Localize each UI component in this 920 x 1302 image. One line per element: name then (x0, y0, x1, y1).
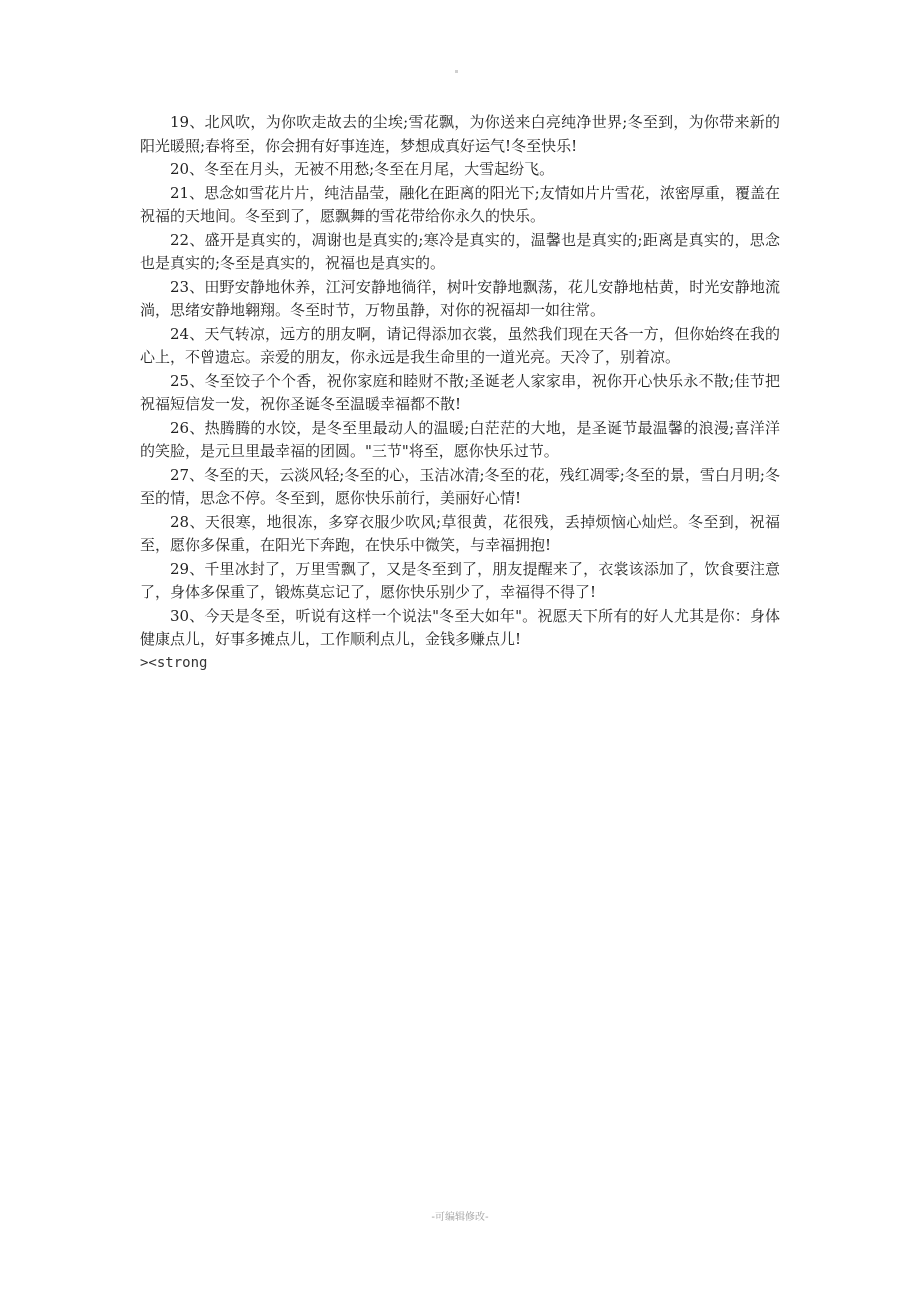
paragraph-23: 23、田野安静地休养，江河安静地徜徉，树叶安静地飘荡，花儿安静地枯黄，时光安静地流淌，思绪安静地翱翔。冬至时节，万物虽静，对你的祝福却一如往常。 (140, 277, 780, 319)
paragraph-26: 26、热腾腾的水饺，是冬至里最动人的温暖;白茫茫的大地，是圣诞节最温馨的浪漫;喜洋洋的笑脸，是元旦里最幸福的团圆。"三节"将至，愿你快乐过节。 (140, 418, 780, 460)
paragraph-28: 28、天很寒，地很冻，多穿衣服少吹风;草很黄，花很残，丢掉烦恼心灿烂。冬至到，祝福至，愿你多保重，在阳光下奔跑，在快乐中微笑，与幸福拥抱! (140, 512, 780, 554)
trailing-markup-text: ><strong (140, 654, 208, 671)
paragraph-25: 25、冬至饺子个个香，祝你家庭和睦财不散;圣诞老人家家串，祝你开心快乐永不散;佳节把祝福短信发一发，祝你圣诞冬至温暖幸福都不散! (140, 371, 780, 413)
paragraph-21: 21、思念如雪花片片，纯洁晶莹，融化在距离的阳光下;友情如片片雪花，浓密厚重，覆盖在祝福的天地间。冬至到了，愿飘舞的雪花带给你永久的快乐。 (140, 183, 780, 225)
page-top-mark (455, 70, 458, 73)
page-footer: -可编辑修改- (431, 1212, 489, 1223)
paragraph-24: 24、天气转凉，远方的朋友啊，请记得添加衣裳，虽然我们现在天各一方，但你始终在我的心上，不曾遗忘。亲爱的朋友，你永远是我生命里的一道光亮。天冷了，别着凉。 (140, 324, 780, 366)
paragraph-20: 20、冬至在月头，无被不用愁;冬至在月尾，大雪起纷飞。 (170, 160, 555, 178)
paragraph-22: 22、盛开是真实的，凋谢也是真实的;寒冷是真实的，温馨也是真实的;距离是真实的，思念也是真实的;冬至是真实的，祝福也是真实的。 (140, 230, 780, 272)
document-body (140, 111, 780, 675)
paragraph-19: 19、北风吹，为你吹走故去的尘埃;雪花飘，为你送来白亮纯净世界;冬至到，为你带来新的阳光暖照;春将至，你会拥有好事连连，梦想成真好运气!冬至快乐! (140, 113, 780, 155)
paragraph-27: 27、冬至的天，云淡风轻;冬至的心，玉洁冰清;冬至的花，残红凋零;冬至的景，雪白月明;冬至的情，思念不停。冬至到，愿你快乐前行，美丽好心情! (140, 465, 780, 507)
paragraph-30: 30、今天是冬至，听说有这样一个说法"冬至大如年"。祝愿天下所有的好人尤其是你：身体健康点儿，好事多摊点儿，工作顺利点儿，金钱多赚点儿! (140, 606, 780, 648)
paragraph-29: 29、千里冰封了，万里雪飘了，又是冬至到了，朋友提醒来了，衣裳该添加了，饮食要注意了，身体多保重了，锻炼莫忘记了，愿你快乐别少了，幸福得不得了! (140, 559, 780, 601)
